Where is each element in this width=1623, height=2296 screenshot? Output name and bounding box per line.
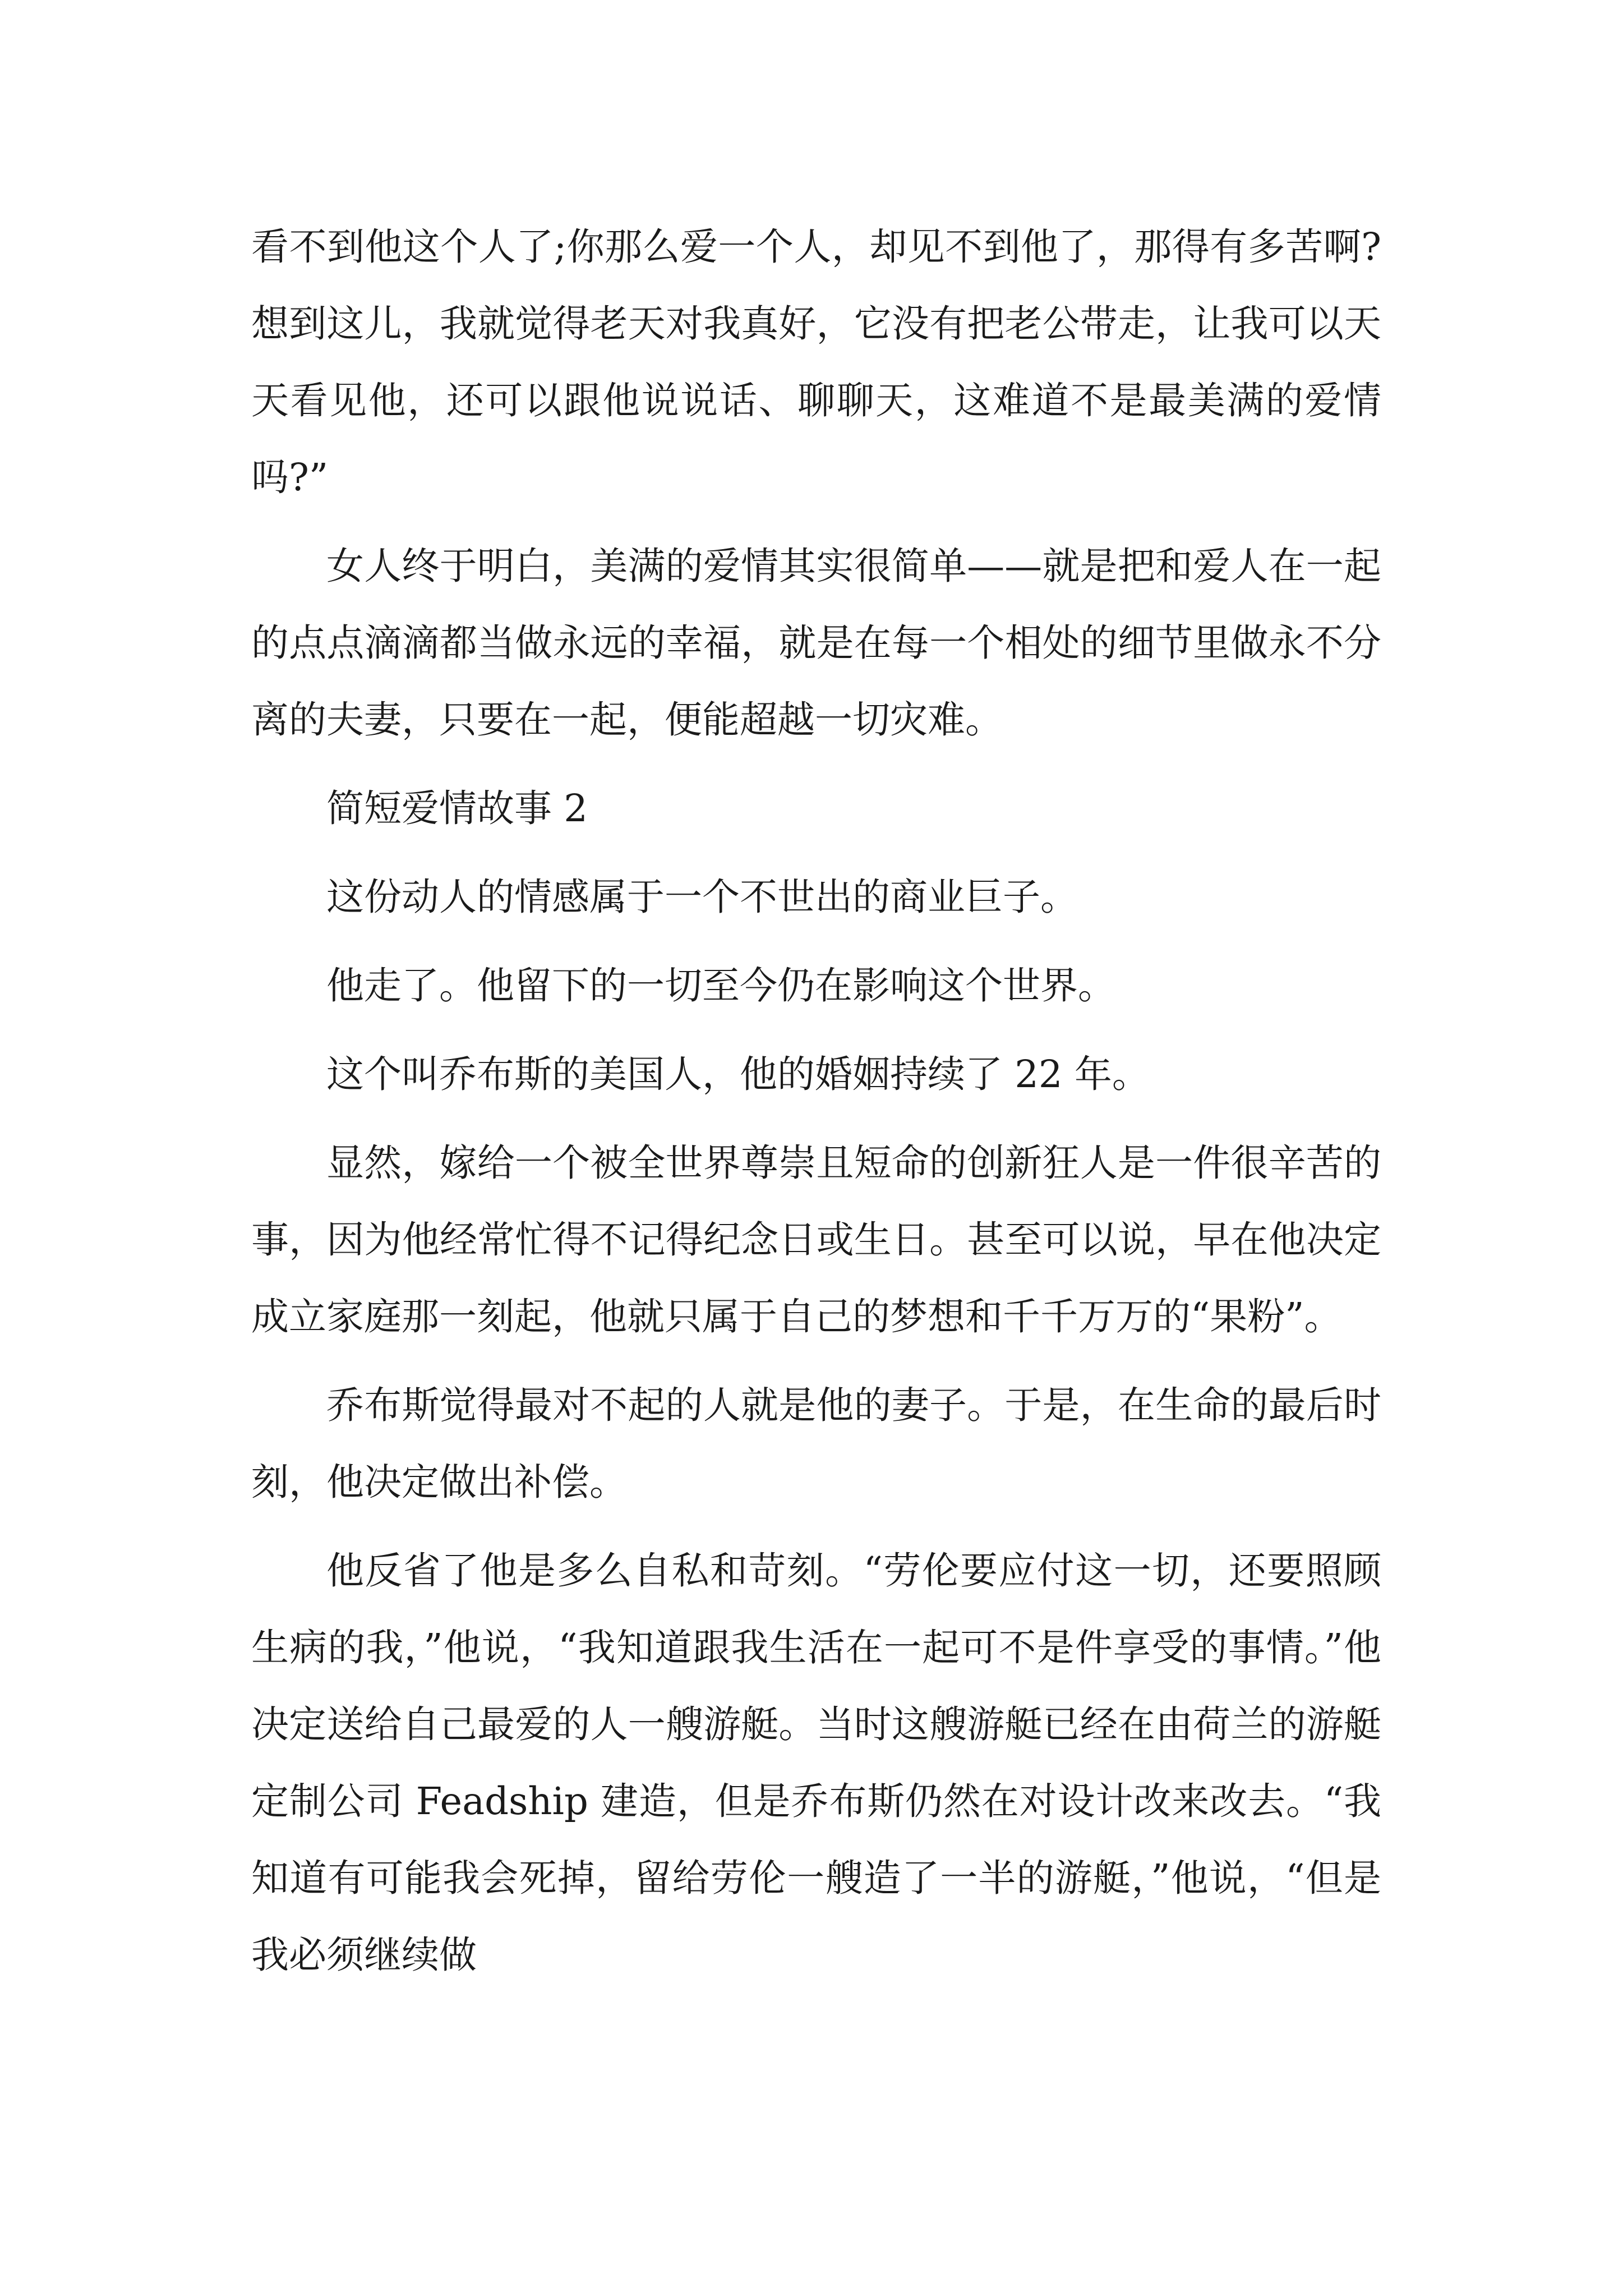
section-heading: 简短爱情故事 2 [326, 786, 588, 830]
paragraph: 这份动人的情感属于一个不世出的商业巨子。 [326, 875, 1078, 919]
paragraph: 他走了。他留下的一切至今仍在影响这个世界。 [326, 964, 1115, 1007]
document-body [251, 209, 1381, 1994]
paragraph: 女人终于明白，美满的爱情其实很简单——就是把和爱人在一起的点点滴滴都当做永远的幸福，就是在每一个相处的细节里做永不分离的夫妻，只要在一起，便能超越一切灾难。 [251, 544, 1381, 742]
paragraph-continued: 看不到他这个人了;你那么爱一个人，却见不到他了，那得有多苦啊?想到这儿，我就觉得老天对我真好，它没有把老公带走，让我可以天天看见他，还可以跟他说说话、聊聊天，这难道不是最美满的爱情吗?” [251, 225, 1381, 499]
paragraph: 这个叫乔布斯的美国人，他的婚姻持续了 22 年。 [326, 1052, 1150, 1096]
paragraph: 显然，嫁给一个被全世界尊崇且短命的创新狂人是一件很辛苦的事，因为他经常忙得不记得纪念日或生日。甚至可以说，早在他决定成立家庭那一刻起，他就只属于自己的梦想和千千万万的“果粉”。 [251, 1141, 1381, 1338]
paragraph: 他反省了他是多么自私和苛刻。“劳伦要应付这一切，还要照顾生病的我，”他说，“我知道跟我生活在一起可不是件享受的事情。”他决定送给自己最爱的人一艘游艇。当时这艘游艇已经在由荷兰的游艇定制公司 Feadship 建造，但是乔布斯仍然在对设计改来改去。“我知道有可能我会死掉，留给劳伦一艘造了一半的游艇，”他说，“但是我必须继续做 [251, 1549, 1381, 1977]
paragraph: 乔布斯觉得最对不起的人就是他的妻子。于是，在生命的最后时刻，他决定做出补偿。 [251, 1383, 1381, 1504]
